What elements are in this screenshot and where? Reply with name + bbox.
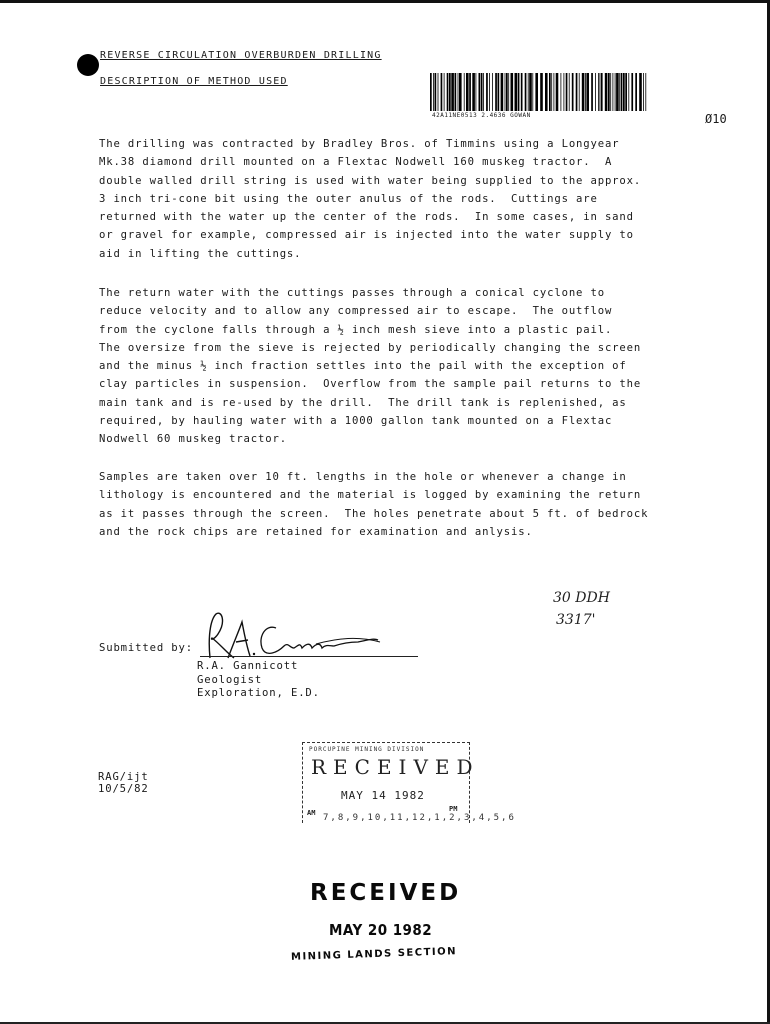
signatory-name: R.A. Gannicott [197, 660, 299, 672]
text-line: The return water with the cuttings passes through a conical cyclone to [99, 287, 605, 299]
document-title: REVERSE CIRCULATION OVERBURDEN DRILLING [100, 50, 382, 61]
received-stamp-section: MINING LANDS SECTION [290, 946, 458, 963]
text-line: clay particles in suspension. Overflow from the sample pail returns to the [99, 378, 642, 391]
signatory-role: Geologist [197, 673, 263, 686]
scan-border-top [0, 0, 770, 3]
page-code: Ø10 [705, 112, 727, 126]
reference-block [98, 771, 149, 795]
text-line: required, by hauling water with a 1000 gallon tank mounted on a Flextac [99, 415, 613, 428]
text-line: as it passes through the screen. The holes penetrate about 5 ft. of bedrock [99, 507, 649, 520]
handwritten-signature [198, 608, 428, 663]
handwritten-note-holes: 30 DDH [553, 590, 610, 606]
document-subtitle: DESCRIPTION OF METHOD USED [100, 76, 288, 87]
received-stamp-division [302, 742, 516, 823]
text-line: lithology is encountered and the material is logged by examining the return [99, 489, 642, 502]
text-line: Mk.38 diamond drill mounted on a Flextac Nodwell 160 muskeg tractor. A [99, 156, 613, 169]
signature-line [200, 656, 418, 657]
paragraph-drilling [99, 135, 689, 263]
stamp-hours: 7,8,9,10,11,12,1,2,3,4,5,6 [323, 813, 516, 823]
text-line: and the rock chips are retained for examination and anlysis. [99, 525, 533, 538]
text-line: returned with the water up the center of the rods. In some cases, in sand [99, 211, 634, 224]
punch-hole [77, 54, 99, 76]
stamp-received-text: RECEIVED [311, 755, 480, 779]
stamp-office: PORCUPINE MINING DIVISION [309, 746, 425, 753]
text-line: 3 inch tri-cone bit using the outer anulus of the rods. Cuttings are [99, 192, 598, 205]
reference-initials: RAG/ijt [98, 771, 149, 783]
submitted-by-label: Submitted by: [99, 642, 193, 654]
text-line: Nodwell 60 muskeg tractor. [99, 433, 287, 446]
stamp-am: AM [307, 809, 316, 817]
reference-date: 10/5/82 [98, 783, 149, 795]
received-stamp-main: RECEIVED [310, 880, 462, 906]
signatory-block [197, 660, 320, 701]
barcode [430, 73, 648, 111]
text-line: The oversize from the sieve is rejected by periodically changing the screen [99, 341, 642, 354]
text-line: main tank and is re-used by the drill. The drill tank is replenished, as [99, 396, 627, 409]
received-stamp-date: MAY 20 1982 [329, 921, 433, 939]
paragraph-return-water [99, 284, 689, 449]
text-line: double walled drill string is used with water being supplied to the approx. [99, 174, 642, 187]
signatory-department: Exploration, E.D. [197, 687, 320, 699]
text-line: aid in lifting the cuttings. [99, 247, 302, 260]
text-line: Samples are taken over 10 ft. lengths in the hole or whenever a change in [99, 471, 627, 483]
stamp-pm: PM [449, 805, 458, 813]
text-line: or gravel for example, compressed air is injected into the water supply to [99, 229, 634, 242]
text-line: The drilling was contracted by Bradley Bros. of Timmins using a Longyear [99, 138, 620, 150]
barcode-label: 42A11NE0513 2.4636 GOWAN [432, 112, 531, 119]
text-line: from the cyclone falls through a ½ inch mesh sieve into a plastic pail. [99, 323, 613, 336]
handwritten-note-footage: 3317' [556, 612, 596, 628]
stamp-date: MAY 14 1982 [341, 789, 425, 802]
text-line: and the minus ½ inch fraction settles into the pail with the exception of [99, 360, 627, 373]
text-line: reduce velocity and to allow any compressed air to escape. The outflow [99, 305, 613, 318]
paragraph-samples [99, 468, 689, 541]
